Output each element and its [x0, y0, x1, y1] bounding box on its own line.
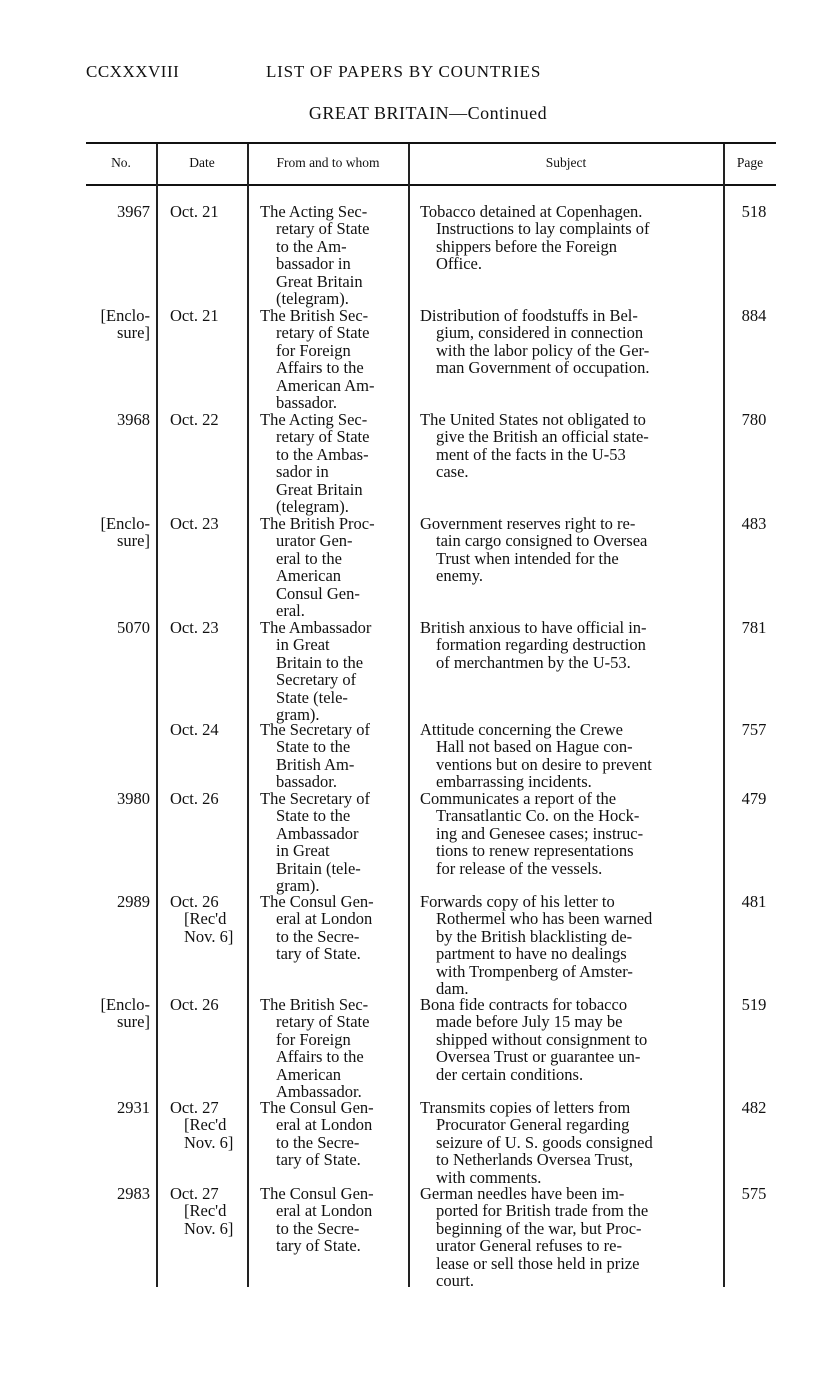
row-from-to: The Consul Gen- eral at London to the Secre- tary of State. [260, 1098, 374, 1170]
row-number: 5070 [117, 618, 150, 637]
row-date: Oct. 23 [170, 514, 219, 533]
row-page: 884 [741, 306, 767, 325]
row-date: Oct. 26 [170, 995, 219, 1014]
row-date: Oct. 26 [170, 789, 219, 808]
row-subject: British anxious to have official in- formation regarding destruction of merchantmen by the U-53. [420, 618, 647, 672]
row-page: 757 [741, 720, 767, 739]
row-subject: The United States not obligated to give the British an official state- ment of the facts in the U-53 case. [420, 410, 649, 482]
row-subject: Attitude concerning the Crewe Hall not based on Hague con- ventions but on desire to prevent embarrassing incidents. [420, 720, 652, 792]
row-page: 781 [741, 618, 767, 637]
row-number: 2983 [117, 1184, 150, 1203]
row-subject: Distribution of foodstuffs in Bel- gium, considered in connection with the labor policy of the Ger- man Government of occupation. [420, 306, 650, 378]
row-date: Oct. 21 [170, 202, 219, 221]
row-page: 575 [741, 1184, 767, 1203]
row-subject: Transmits copies of letters from Procurator General regarding seizure of U. S. goods consigned to Netherlands Oversea Trust, with comments. [420, 1098, 653, 1187]
row-number: 2931 [117, 1098, 150, 1117]
row-from-to: The Secretary of State to the British Am- bassador. [260, 720, 370, 792]
row-number: 3967 [117, 202, 150, 221]
column-header-date: Date [189, 155, 215, 170]
row-page: 479 [741, 789, 767, 808]
running-title: LIST OF PAPERS BY COUNTRIES [266, 62, 542, 81]
row-date: Oct. 23 [170, 618, 219, 637]
row-number: 2989 [117, 892, 150, 911]
row-date: Oct. 24 [170, 720, 219, 739]
row-number: [Enclo- sure] [100, 995, 150, 1032]
row-date: Oct. 27 [Rec'd Nov. 6] [170, 1098, 234, 1152]
running-header [86, 62, 776, 86]
row-from-to: The Acting Sec- retary of State to the Ambas- sador in Great Britain (telegram). [260, 410, 370, 517]
row-subject: German needles have been im- ported for British trade from the beginning of the war, but Proc- urator General refuses to re- lease or sell those held in prize court. [420, 1184, 649, 1291]
column-divider [156, 144, 158, 1287]
row-subject: Forwards copy of his letter to Rothermel who has been warned by the British blacklisting de- partment to have no dealings with Trompenberg of Amster- dam. [420, 892, 653, 999]
row-number: [Enclo- sure] [100, 514, 150, 551]
row-from-to: The Acting Sec- retary of State to the Am- bassador in Great Britain (telegram). [260, 202, 370, 309]
row-date: Oct. 22 [170, 410, 219, 429]
row-number: [Enclo- sure] [100, 306, 150, 343]
row-date: Oct. 26 [Rec'd Nov. 6] [170, 892, 234, 946]
row-number: 3968 [117, 410, 150, 429]
row-from-to: The British Sec- retary of State for Foreign Affairs to the American Am- bassador. [260, 306, 375, 413]
row-subject: Communicates a report of the Transatlantic Co. on the Hock- ing and Genesee cases; instruc- tions to renew representations for release of the vessels. [420, 789, 644, 878]
row-subject: Tobacco detained at Copenhagen. Instructions to lay complaints of shippers before the Foreign Office. [420, 202, 650, 274]
row-from-to: The Consul Gen- eral at London to the Secre- tary of State. [260, 1184, 374, 1256]
row-date: Oct. 27 [Rec'd Nov. 6] [170, 1184, 234, 1238]
column-header-from-to: From and to whom [276, 155, 380, 170]
row-date: Oct. 21 [170, 306, 219, 325]
row-page: 518 [741, 202, 767, 221]
page-number-roman: CCXXXVIII [86, 62, 180, 81]
row-from-to: The Secretary of State to the Ambassador in Great Britain (tele- gram). [260, 789, 370, 896]
row-page: 481 [741, 892, 767, 911]
row-number: 3980 [117, 789, 150, 808]
header-bottom-rule [86, 184, 776, 186]
row-from-to: The Consul Gen- eral at London to the Secre- tary of State. [260, 892, 374, 964]
column-divider [247, 144, 249, 1287]
row-page: 519 [741, 995, 767, 1014]
section-subtitle: GREAT BRITAIN—Continued [308, 103, 548, 123]
column-header-page: Page [736, 155, 764, 170]
row-from-to: The Ambassador in Great Britain to the Secretary of State (tele- gram). [260, 618, 372, 725]
column-header-subject: Subject [545, 155, 587, 170]
row-subject: Bona fide contracts for tobacco made before July 15 may be shipped without consignment to Oversea Trust or guarantee un- der certain conditions. [420, 995, 648, 1084]
column-divider [408, 144, 410, 1287]
row-subject: Government reserves right to re- tain cargo consigned to Oversea Trust when intended for the enemy. [420, 514, 648, 586]
row-page: 482 [741, 1098, 767, 1117]
column-header-no: No. [111, 155, 131, 170]
row-page: 483 [741, 514, 767, 533]
row-from-to: The British Sec- retary of State for Foreign Affairs to the American Ambassador. [260, 995, 370, 1102]
table-top-rule [86, 142, 776, 144]
row-from-to: The British Proc- urator Gen- eral to the American Consul Gen- eral. [260, 514, 375, 621]
row-page: 780 [741, 410, 767, 429]
